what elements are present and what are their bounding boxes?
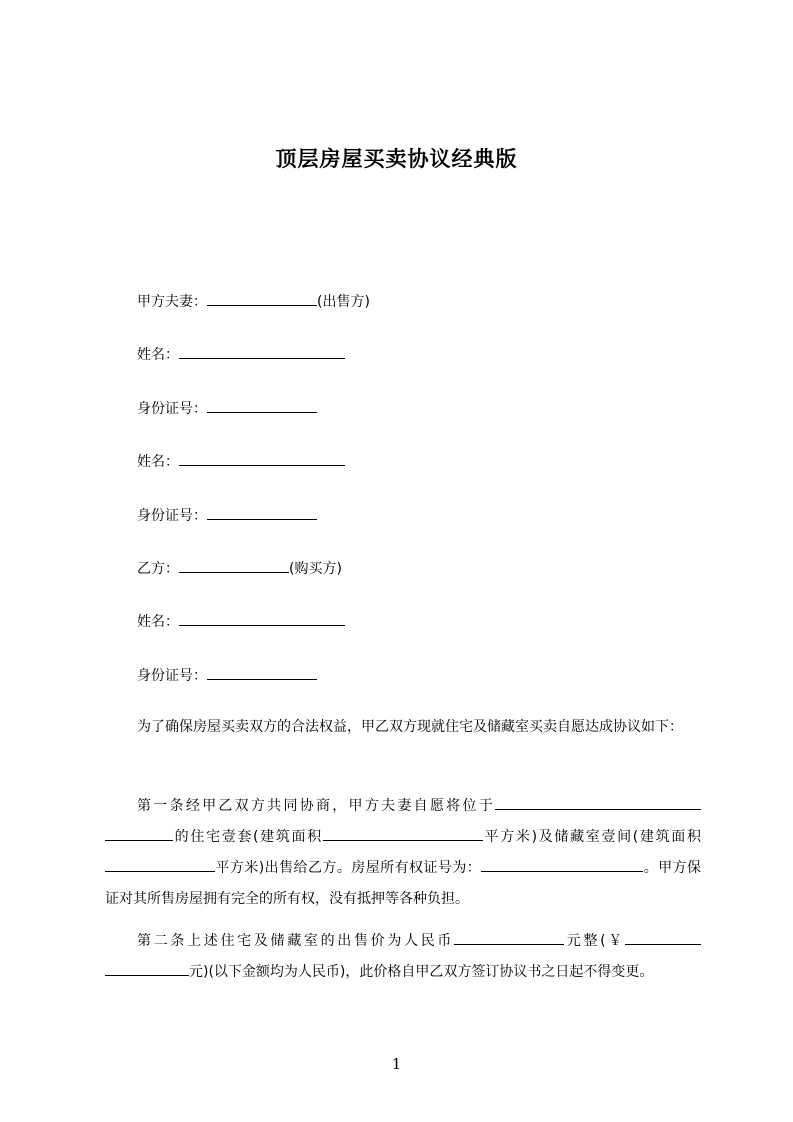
price-number-blank-continued[interactable] [105, 963, 189, 976]
party-b-role: (购买方) [289, 561, 342, 577]
name-label: 姓名： [137, 454, 179, 470]
id-blank-1[interactable] [207, 398, 317, 413]
location-blank[interactable] [495, 797, 701, 810]
storage-area-blank[interactable] [105, 859, 215, 872]
id-line-1 [137, 398, 317, 419]
document-title: 顶层房屋买卖协议经典版 [275, 147, 518, 171]
price-number-blank[interactable] [625, 932, 701, 945]
id-blank-2[interactable] [207, 505, 317, 520]
party-b-label: 乙方： [137, 561, 179, 577]
name-blank-1[interactable] [179, 344, 345, 359]
certificate-blank-continued[interactable] [629, 859, 643, 872]
id-blank-3[interactable] [207, 665, 317, 680]
article-1-part-5: 。甲方保证对其所售房屋拥有完全的所有权，没有抵押等各种负担。 [105, 860, 702, 907]
name-blank-2[interactable] [179, 451, 345, 466]
article-1-part-1: 第一条经甲乙双方共同协商，甲方夫妻自愿将位于 [137, 798, 495, 814]
name-blank-3[interactable] [179, 611, 345, 626]
location-blank-continued[interactable] [105, 828, 173, 841]
article-1 [105, 791, 701, 915]
id-label: 身份证号： [137, 668, 207, 684]
party-a-role: (出售方) [317, 294, 370, 310]
name-line-3 [137, 611, 345, 632]
page-number: 1 [391, 1055, 402, 1073]
certificate-blank[interactable] [481, 859, 629, 872]
party-b-blank[interactable] [179, 558, 289, 573]
party-b-line [137, 558, 342, 579]
intro-paragraph: 为了确保房屋买卖双方的合法权益，甲乙双方现就住宅及储藏室买卖自愿达成协议如下： [137, 719, 683, 735]
article-2-part-2: 元整(￥ [564, 933, 625, 949]
article-1-part-3: 平方米)及储藏室壹间(建筑面积 [482, 829, 701, 845]
article-2-part-1: 第二条上述住宅及储藏室的出售价为人民币 [137, 933, 455, 949]
name-line-1 [137, 344, 345, 365]
article-1-part-2: 的住宅壹套(建筑面积 [173, 829, 323, 845]
area-blank[interactable] [323, 828, 483, 841]
name-line-2 [137, 451, 345, 472]
article-1-part-4: 平方米)出售给乙方。房屋所有权证号为： [215, 860, 482, 876]
name-label: 姓名： [137, 347, 179, 363]
article-2-part-3: 元)(以下金额均为人民币)，此价格自甲乙双方签订协议书之日起不得变更。 [189, 964, 654, 980]
id-label: 身份证号： [137, 401, 207, 417]
article-2 [105, 926, 701, 988]
price-blank[interactable] [454, 932, 564, 945]
id-label: 身份证号： [137, 508, 207, 524]
id-line-2 [137, 505, 317, 526]
name-label: 姓名： [137, 614, 179, 630]
party-a-blank[interactable] [207, 291, 317, 306]
id-line-3 [137, 665, 317, 686]
party-a-label: 甲方夫妻： [137, 294, 207, 310]
party-a-line [137, 291, 370, 312]
